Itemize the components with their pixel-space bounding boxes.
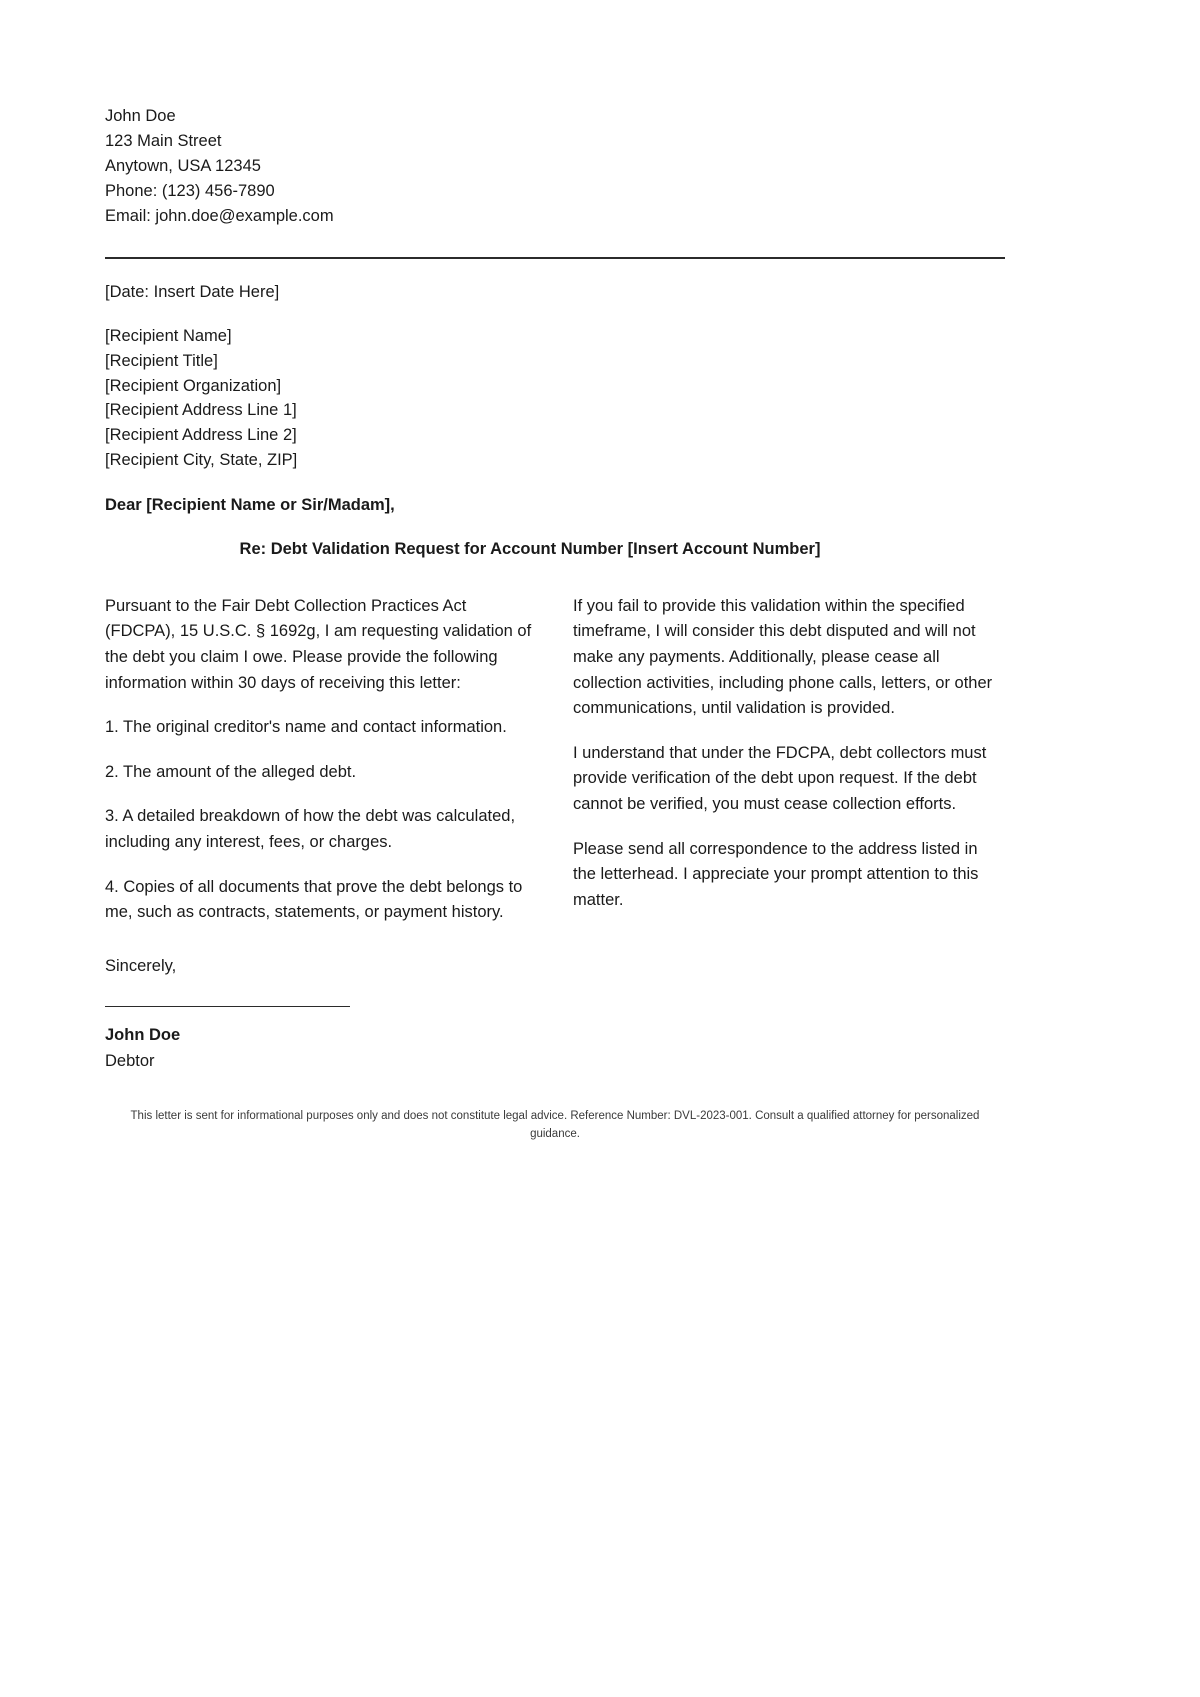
- body-columns: [105, 594, 1005, 926]
- body-list-item: 1. The original creditor's name and contact information.: [105, 718, 507, 737]
- signature-role: Debtor: [105, 1051, 155, 1070]
- body-list-item: 2. The amount of the alleged debt.: [105, 762, 357, 781]
- letterhead-email: Email: john.doe@example.com: [105, 207, 334, 225]
- letterhead-city-state-zip: Anytown, USA 12345: [105, 157, 261, 175]
- body-list-item: 3. A detailed breakdown of how the debt was calculated, including any interest, fees, or charges.: [105, 807, 516, 851]
- footer-disclaimer: This letter is sent for informational purposes only and does not constitute legal advice. Reference Number: DVL-2023-001. Consult a qualified attorney for personalized guidance.: [130, 1109, 980, 1140]
- body-paragraph: Please send all correspondence to the address listed in the letterhead. I appreciate your prompt attention to this matter.: [573, 839, 979, 909]
- body-paragraph: Pursuant to the Fair Debt Collection Practices Act (FDCPA), 15 U.S.C. § 1692g, I am requesting validation of the debt you claim I owe. Please provide the following information within 30 days of receiving this letter:: [105, 596, 532, 692]
- body-paragraph: If you fail to provide this validation within the specified timeframe, I will consider this debt disputed and will not make any payments. Additionally, please cease all collection activities, including phone calls, letters, or other communications, until validation is provided.: [573, 596, 993, 718]
- recipient-organization: [Recipient Organization]: [105, 376, 282, 395]
- recipient-city-state-zip: [Recipient City, State, ZIP]: [105, 450, 298, 469]
- recipient-address-line-1: [Recipient Address Line 1]: [105, 401, 297, 420]
- signature-block: [105, 954, 1005, 1073]
- letterhead-divider: [105, 257, 1005, 259]
- signature-line: [105, 1006, 350, 1007]
- body-list-item: 4. Copies of all documents that prove the debt belongs to me, such as contracts, statements, or payment history.: [105, 877, 523, 922]
- subject-line: Re: Debt Validation Request for Account Number [Insert Account Number]: [239, 539, 821, 558]
- closing-line: Sincerely,: [105, 956, 177, 975]
- letterhead: [105, 0, 1005, 229]
- letterhead-phone: Phone: (123) 456-7890: [105, 182, 275, 200]
- salutation: Dear [Recipient Name or Sir/Madam],: [105, 495, 395, 514]
- recipient-address-line-2: [Recipient Address Line 2]: [105, 426, 297, 445]
- date-field: [Date: Insert Date Here]: [105, 283, 280, 301]
- letterhead-sender-name: John Doe: [105, 107, 176, 125]
- body-left-column: [105, 594, 537, 926]
- letterhead-street: 123 Main Street: [105, 132, 222, 150]
- letter-content: [105, 0, 1005, 1143]
- body-right-column: [573, 594, 1005, 914]
- recipient-title: [Recipient Title]: [105, 351, 218, 370]
- signature-name: John Doe: [105, 1025, 181, 1044]
- body-paragraph: I understand that under the FDCPA, debt collectors must provide verification of the debt upon request. If the debt cannot be verified, you must cease collection efforts.: [573, 743, 987, 813]
- recipient-address-block: [105, 324, 1005, 473]
- recipient-name: [Recipient Name]: [105, 327, 232, 345]
